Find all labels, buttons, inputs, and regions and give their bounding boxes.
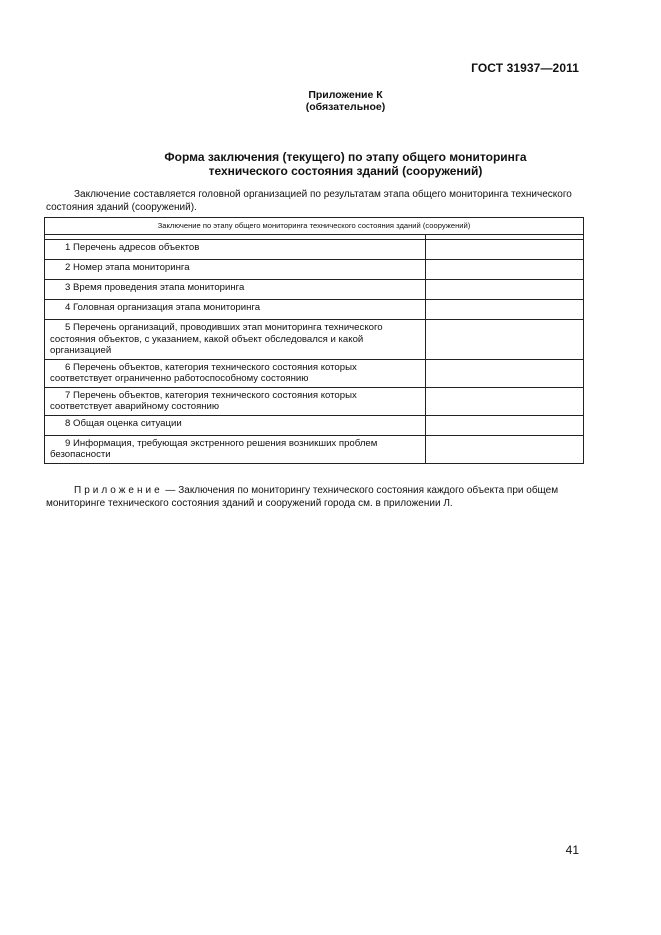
- row-value-cell[interactable]: [426, 240, 584, 260]
- row-label: 2 Номер этапа мониторинга: [45, 260, 426, 280]
- document-standard-number: ГОСТ 31937—2011: [471, 61, 579, 75]
- row-value-cell[interactable]: [426, 435, 584, 463]
- row-value-cell[interactable]: [426, 260, 584, 280]
- table-header-row: [45, 218, 584, 235]
- row-value-cell[interactable]: [426, 300, 584, 320]
- row-label: 8 Общая оценка ситуации: [45, 415, 426, 435]
- row-value-cell[interactable]: [426, 415, 584, 435]
- row-value-cell[interactable]: [426, 387, 584, 415]
- row-value-cell[interactable]: [426, 280, 584, 300]
- table-row: [45, 359, 584, 387]
- table-row: [45, 387, 584, 415]
- row-value-cell[interactable]: [426, 320, 584, 360]
- table-row: [45, 435, 584, 463]
- table-header: Заключение по этапу общего мониторинга технического состояния зданий (сооружений): [45, 218, 584, 235]
- table-row: [45, 260, 584, 280]
- table-row: [45, 320, 584, 360]
- form-title: [0, 150, 661, 178]
- row-label: 4 Головная организация этапа мониторинга: [45, 300, 426, 320]
- row-label: 5 Перечень организаций, проводивших этап мониторинга технического состояния объектов, с указанием, какой объект обследовался и какой организацией: [45, 320, 426, 360]
- row-label: 9 Информация, требующая экстренного решения возникших проблем безопасности: [45, 435, 426, 463]
- row-value-cell[interactable]: [426, 359, 584, 387]
- form-title-line-1: Форма заключения (текущего) по этапу общего мониторинга: [164, 150, 527, 164]
- note-lead-word: Приложение: [74, 485, 163, 496]
- page-number: 41: [565, 843, 579, 857]
- row-label: 3 Время проведения этапа мониторинга: [45, 280, 426, 300]
- row-label: 1 Перечень адресов объектов: [45, 240, 426, 260]
- table-row: [45, 300, 584, 320]
- intro-paragraph: Заключение составляется головной организацией по результатам этапа общего мониторинга технического состояния зданий (сооружений).: [46, 189, 572, 213]
- form-title-line-2: технического состояния зданий (сооружений): [208, 164, 483, 178]
- row-label: 7 Перечень объектов, категория технического состояния которых соответствует аварийному состоянию: [45, 387, 426, 415]
- appendix-heading: [0, 89, 661, 113]
- appendix-status: (обязательное): [305, 101, 386, 113]
- table-row: [45, 415, 584, 435]
- conclusion-form-table: [44, 217, 584, 464]
- note-text: — Заключения по мониторингу технического состояния каждого объекта при общем мониторинге технического состояния зданий и сооружений города см. в приложении Л.: [46, 485, 559, 509]
- appendix-title: Приложение К: [308, 89, 383, 101]
- row-label: 6 Перечень объектов, категория технического состояния которых соответствует ограниченно работоспособному состоянию: [45, 359, 426, 387]
- table-row: [45, 280, 584, 300]
- table-row: [45, 240, 584, 260]
- appendix-note: [46, 484, 582, 510]
